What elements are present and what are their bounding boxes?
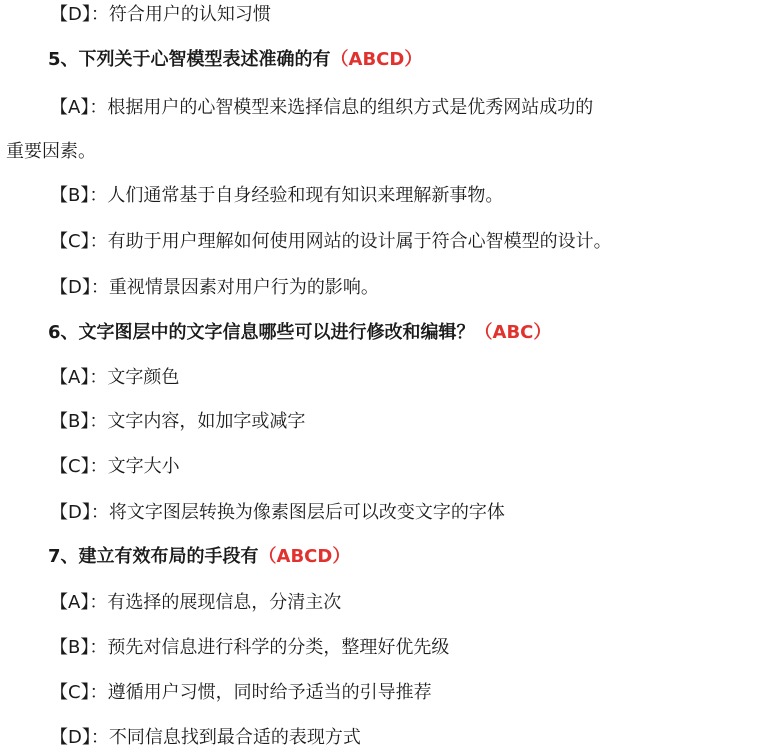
option-text: 【B】：预先对信息进行科学的分类，整理好优先级 xyxy=(50,637,450,658)
question-line xyxy=(48,48,422,72)
option-line xyxy=(50,276,379,300)
answer-key: （ABCD） xyxy=(258,546,351,567)
option-line xyxy=(50,591,341,615)
option-line xyxy=(50,636,449,660)
answer-key: （ABC） xyxy=(474,322,552,343)
option-line xyxy=(50,410,305,434)
option-line xyxy=(50,230,612,254)
option-text: 【D】：符合用户的认知习惯 xyxy=(50,4,271,25)
option-line xyxy=(50,726,361,750)
option-line xyxy=(50,3,271,27)
option-text: 【A】：文字颜色 xyxy=(50,367,180,388)
question-line xyxy=(48,321,551,345)
option-line xyxy=(50,681,432,705)
option-line xyxy=(50,184,503,208)
continuation-line xyxy=(6,140,96,164)
question-text: 7、建立有效布局的手段有 xyxy=(48,546,259,567)
option-line xyxy=(50,455,180,479)
option-line xyxy=(50,501,505,525)
option-text: 【D】：重视情景因素对用户行为的影响。 xyxy=(50,277,379,298)
option-text: 【B】：文字内容，如加字或减字 xyxy=(50,411,306,432)
question-text: 5、下列关于心智模型表述准确的有 xyxy=(48,49,331,70)
option-text: 【A】：根据用户的心智模型来选择信息的组织方式是优秀网站成功的 xyxy=(50,97,594,118)
option-text: 【D】：将文字图层转换为像素图层后可以改变文字的字体 xyxy=(50,502,505,523)
option-text: 【C】：遵循用户习惯，同时给予适当的引导推荐 xyxy=(50,682,432,703)
option-text: 【C】：有助于用户理解如何使用网站的设计属于符合心智模型的设计。 xyxy=(50,231,612,252)
question-text: 6、文字图层中的文字信息哪些可以进行修改和编辑？ xyxy=(48,322,475,343)
option-text: 【B】：人们通常基于自身经验和现有知识来理解新事物。 xyxy=(50,185,504,206)
answer-key: （ABCD） xyxy=(330,49,423,70)
option-line xyxy=(50,366,179,390)
option-text: 【A】：有选择的展现信息，分清主次 xyxy=(50,592,342,613)
option-line xyxy=(50,96,593,120)
option-text: 【C】：文字大小 xyxy=(50,456,180,477)
continuation-text: 重要因素。 xyxy=(6,141,96,162)
question-line xyxy=(48,545,350,569)
option-text: 【D】：不同信息找到最合适的表现方式 xyxy=(50,727,361,748)
